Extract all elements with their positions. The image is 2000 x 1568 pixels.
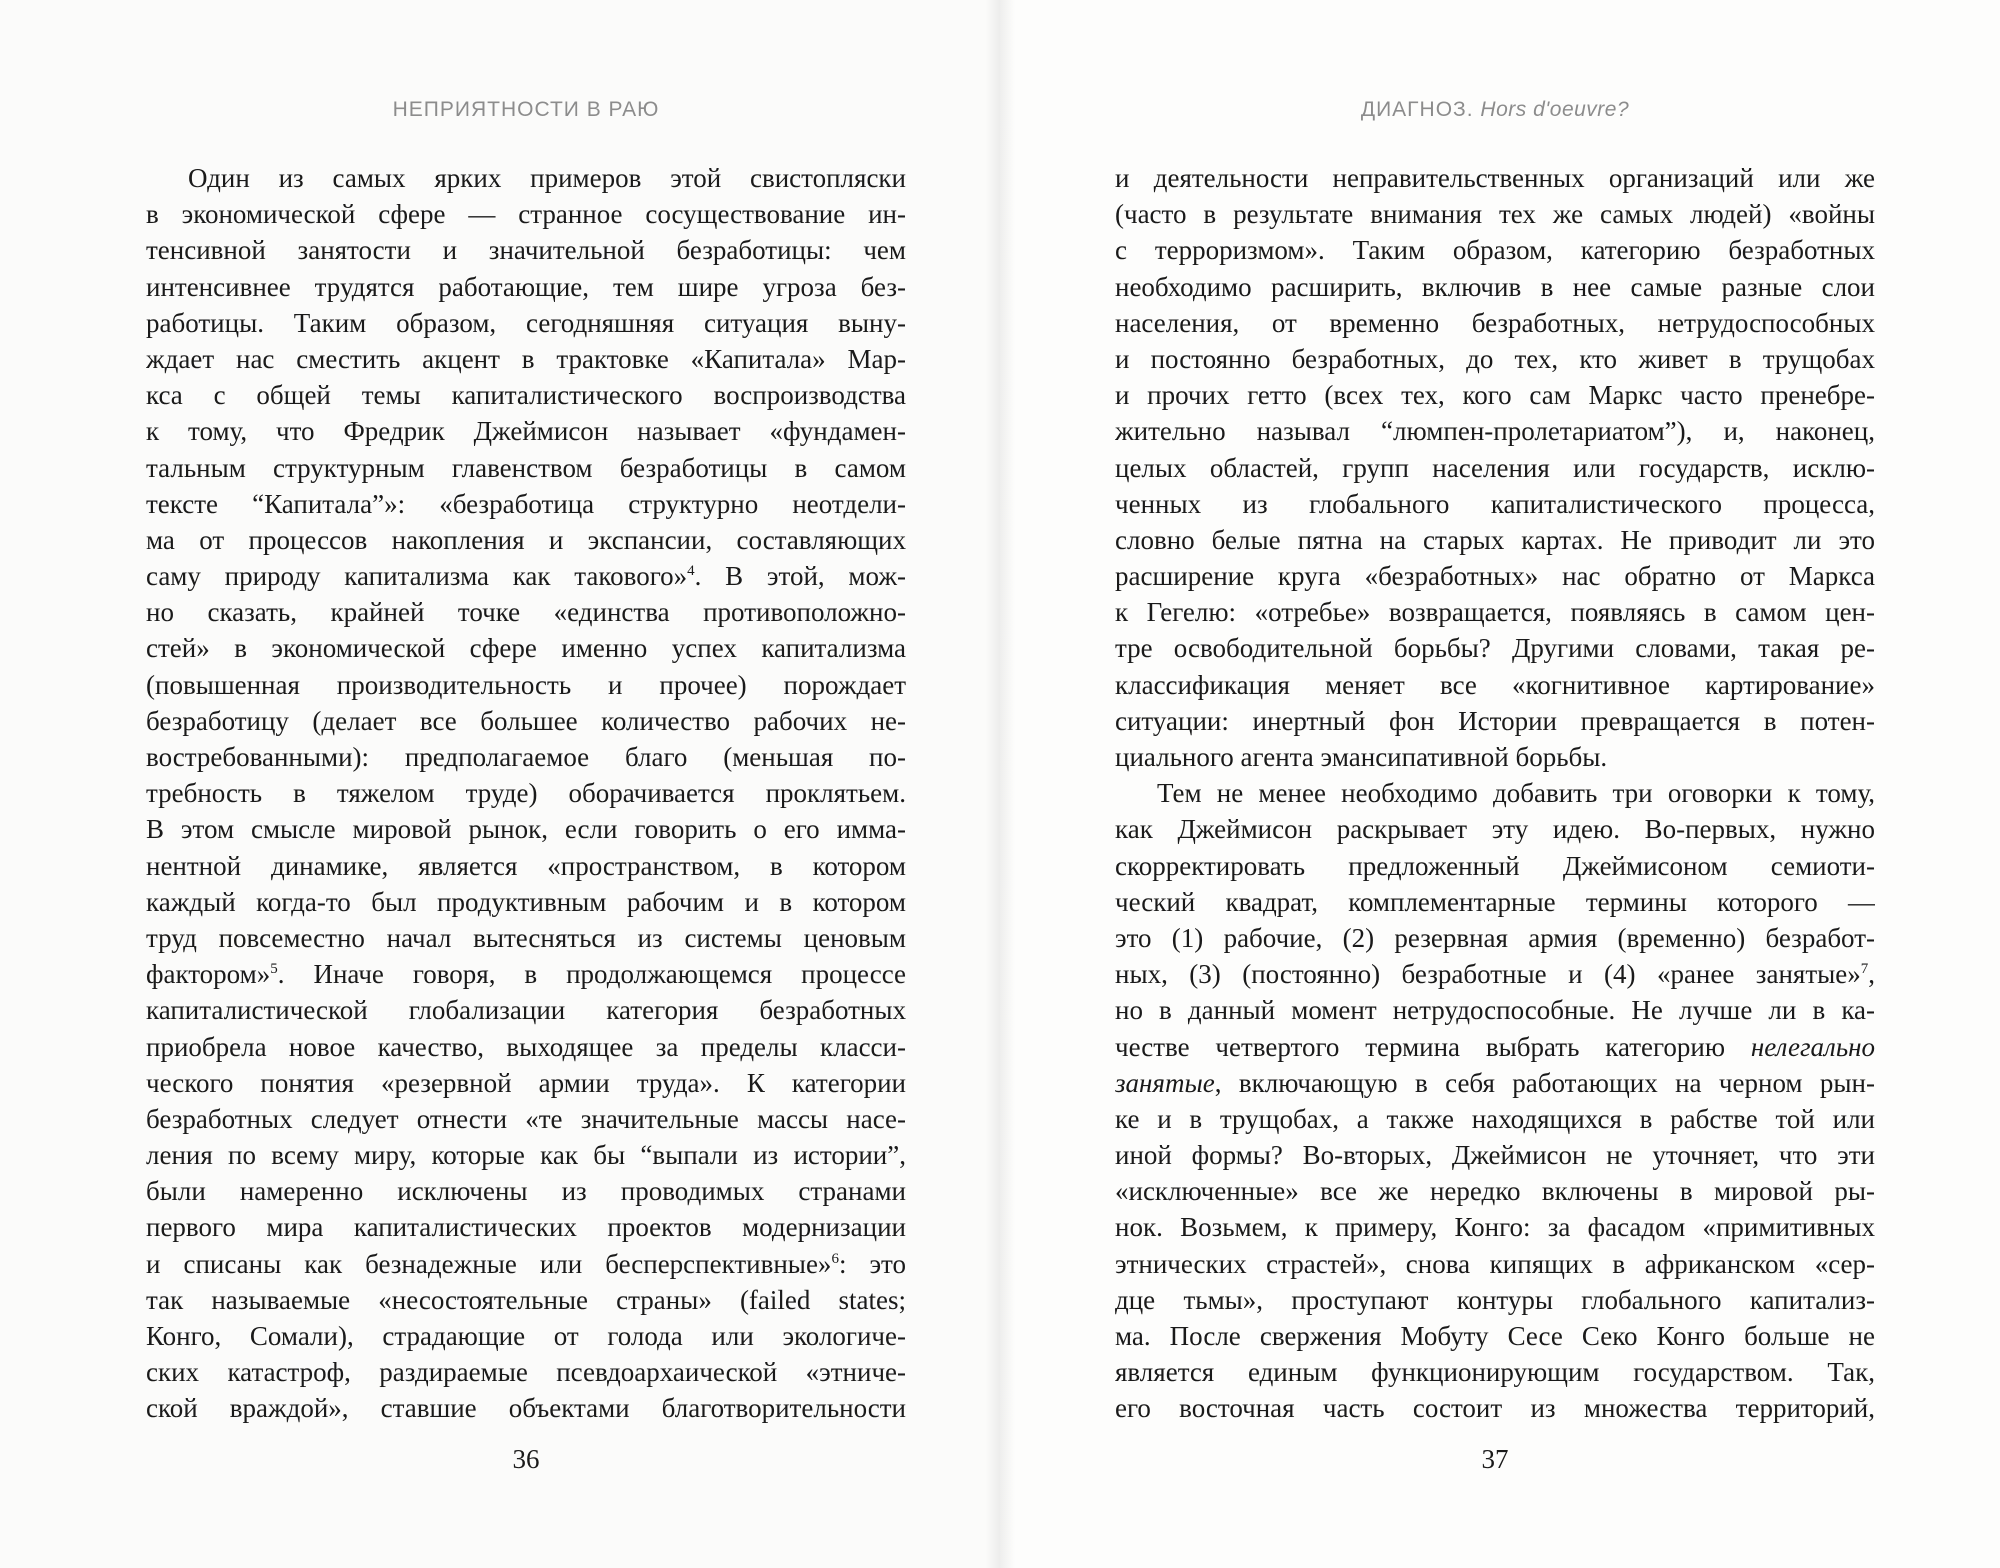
text-line: целых областей, групп населения или государств, исклю- — [1115, 452, 1875, 483]
text-line: населения, от временно безработных, нетрудоспособных — [1115, 307, 1875, 338]
text-line: словно белые пятна на старых картах. Не приводит ли это — [1115, 524, 1875, 555]
text-line: ных, (3) (постоянно) безработные и (4) «ранее занятые»$^7$, — [1115, 959, 1875, 990]
text-line: ских катастроф, раздираемые псевдоархаической «этниче- — [146, 1357, 906, 1388]
right-page-text — [1115, 160, 1875, 1427]
text-line: и постоянно безработных, до тех, кто живет в трущобах — [1115, 343, 1875, 374]
text-line: его восточная часть состоит из множества территорий, — [1115, 1393, 1875, 1424]
text-line: интенсивнее трудятся работающие, тем шире угроза без- — [146, 271, 906, 302]
text-line: тексте “Капитала”»: «безработица структурно неотдели- — [146, 488, 906, 519]
italic-term: нелегально — [1750, 1031, 1875, 1062]
text-line: ке и в трущобах, а также находящихся в рабстве той или — [1115, 1103, 1875, 1134]
right-running-head — [1115, 98, 1875, 122]
text-line: расширение круга «безработных» нас обратно от Маркса — [1115, 561, 1875, 592]
text-line: ческого понятия «резервной армии труда». К категории — [146, 1067, 906, 1098]
text-line: жительно называл “люмпен-пролетариатом”), и, наконец, — [1115, 416, 1875, 447]
text-line: с терроризмом». Таким образом, категорию безработных — [1115, 235, 1875, 266]
text-line: (повышенная производительность и прочее) порождает — [146, 669, 906, 700]
text-line: Один из самых ярких примеров этой свистопляски — [188, 163, 906, 193]
text-line: первого мира капиталистических проектов модернизации — [146, 1212, 906, 1243]
text-line: «исключенные» все же нередко включены в мировой ры- — [1115, 1176, 1875, 1207]
text-fragment: , включающую в себя работающих на черном рын- — [1214, 1067, 1875, 1098]
text-line: ческий квадрат, комплементарные термины которого — — [1115, 886, 1875, 917]
text-line: труд повсеместно начал вытесняться из системы ценовым — [146, 922, 906, 953]
text-line: нентной динамике, является «пространством, в котором — [146, 850, 906, 881]
text-line: как Джеймисон раскрывает эту идею. Во-первых, нужно — [1115, 814, 1875, 845]
text-line: требность в тяжелом труде) оборачивается проклятьем. — [146, 778, 906, 809]
text-line: необходимо расширить, включив в нее самые разные слои — [1115, 271, 1875, 302]
footnote-marker: 5 — [270, 961, 278, 978]
text-line: к Гегелю: «отребье» возвращается, появляясь в самом цен- — [1115, 597, 1875, 628]
text-line: ждает нас сместить акцент в трактовке «Капитала» Мар- — [146, 343, 906, 374]
text-line: стей» в экономической сфере именно успех капитализма — [146, 633, 906, 664]
left-page-text — [146, 160, 906, 1427]
text-line: фактором»$^5$. Иначе говоря, в продолжающемся процессе — [146, 959, 906, 990]
text-line: безработных следует отнести «те значительные массы насе- — [146, 1103, 906, 1134]
text-line: Конго, Сомали), страдающие от голода или экологиче- — [146, 1321, 906, 1351]
text-line: является единым функционирующим государством. Так, — [1115, 1357, 1875, 1388]
text-line: ситуации: инертный фон Истории превращается в потен- — [1115, 705, 1875, 736]
text-line: к тому, что Фредрик Джеймисон называет «фундамен- — [146, 416, 906, 447]
text-line — [1115, 1065, 1875, 1101]
text-line: Тем не менее необходимо добавить три оговорки к тому, — [1157, 778, 1875, 809]
footnote-marker: 7 — [1860, 961, 1869, 978]
text-line: но сказать, крайней точке «единства противоположно- — [146, 597, 906, 628]
text-line: иной формы? Во-вторых, Джеймисон не уточняет, что эти — [1115, 1140, 1875, 1171]
text-line: ченных из глобального капиталистического процесса, — [1115, 488, 1875, 519]
text-line: и прочих гетто (всех тех, кого сам Маркс часто пренебре- — [1115, 380, 1875, 411]
text-line: ма от процессов накопления и экспансии, составляющих — [146, 524, 906, 555]
text-line: капиталистической глобализации категория безработных — [146, 995, 906, 1026]
text-line: В этом смысле мировой рынок, если говорить о его имма- — [146, 814, 906, 845]
italic-term: занятые — [1115, 1067, 1215, 1098]
running-head-title: ДИАГНОЗ. — [1360, 98, 1474, 121]
text-line: ма. После свержения Мобуту Сесе Секо Конго больше не — [1115, 1321, 1875, 1351]
text-line: классификация меняет все «когнитивное картирование» — [1115, 669, 1875, 700]
text-line: ления по всему миру, которые как бы “выпали из истории”, — [146, 1140, 906, 1171]
footnote-marker: 4 — [687, 563, 695, 580]
right-page-number: 37 — [1481, 1444, 1509, 1474]
text-line: востребованными): предполагаемое благо (меньшая по- — [146, 742, 906, 772]
text-line: приобрела новое качество, выходящее за пределы класси- — [146, 1031, 906, 1062]
text-line: тальным структурным главенством безработицы в самом — [146, 452, 906, 483]
text-line: скорректировать предложенный Джеймисоном семиоти- — [1115, 850, 1875, 881]
text-fragment: честве четвертого термина выбрать категорию — [1115, 1031, 1726, 1062]
text-line: кса с общей темы капиталистического воспроизводства — [146, 380, 906, 411]
text-line: безработицу (делает все большее количество рабочих не- — [146, 705, 906, 736]
text-line: нок. Возьмем, к примеру, Конго: за фасадом «примитивных — [1115, 1212, 1875, 1243]
text-line: этнических страстей», снова кипящих в африканском «сер- — [1115, 1248, 1875, 1279]
text-line: (часто в результате внимания тех же самых людей) «войны — [1115, 199, 1875, 230]
text-line: циального агента эмансипативной борьбы. — [1115, 742, 1608, 772]
text-line: каждый когда-то был продуктивным рабочим и в котором — [146, 886, 906, 917]
book-gutter-shadow — [985, 0, 1015, 1568]
text-line: тенсивной занятости и значительной безработицы: чем — [146, 235, 906, 266]
text-line: саму природу капитализма как такового»$^4$. В этой, мож- — [146, 561, 906, 592]
text-line: так называемые «несостоятельные страны» (failed states; — [146, 1284, 906, 1315]
text-line: были намеренно исключены из проводимых странами — [146, 1176, 906, 1207]
left-page-number: 36 — [512, 1444, 540, 1474]
text-line: и деятельности неправительственных организаций или же — [1115, 163, 1875, 193]
text-line: ской враждой», ставшие объектами благотворительности — [146, 1393, 906, 1424]
left-running-head: НЕПРИЯТНОСТИ В РАЮ — [392, 98, 660, 121]
footnote-marker: 6 — [831, 1250, 839, 1267]
text-line: тре освободительной борьбы? Другими словами, такая ре- — [1115, 633, 1875, 664]
text-line: это (1) рабочие, (2) резервная армия (временно) безработ- — [1115, 922, 1875, 953]
text-line: но в данный момент нетрудоспособные. Не лучше ли в ка- — [1115, 995, 1875, 1026]
text-line: в экономической сфере — странное сосуществование ин- — [146, 199, 906, 230]
text-line — [1115, 1029, 1875, 1065]
text-line: дце тьмы», проступают контуры глобального капитализ- — [1115, 1284, 1875, 1315]
right-page — [1000, 0, 2000, 1568]
text-line: и списаны как безнадежные или бесперспективные»$^6$: это — [146, 1248, 906, 1279]
running-head-subtitle: Hors d'oeuvre? — [1480, 98, 1630, 121]
text-line: работицы. Таким образом, сегодняшняя ситуация выну- — [146, 307, 906, 338]
